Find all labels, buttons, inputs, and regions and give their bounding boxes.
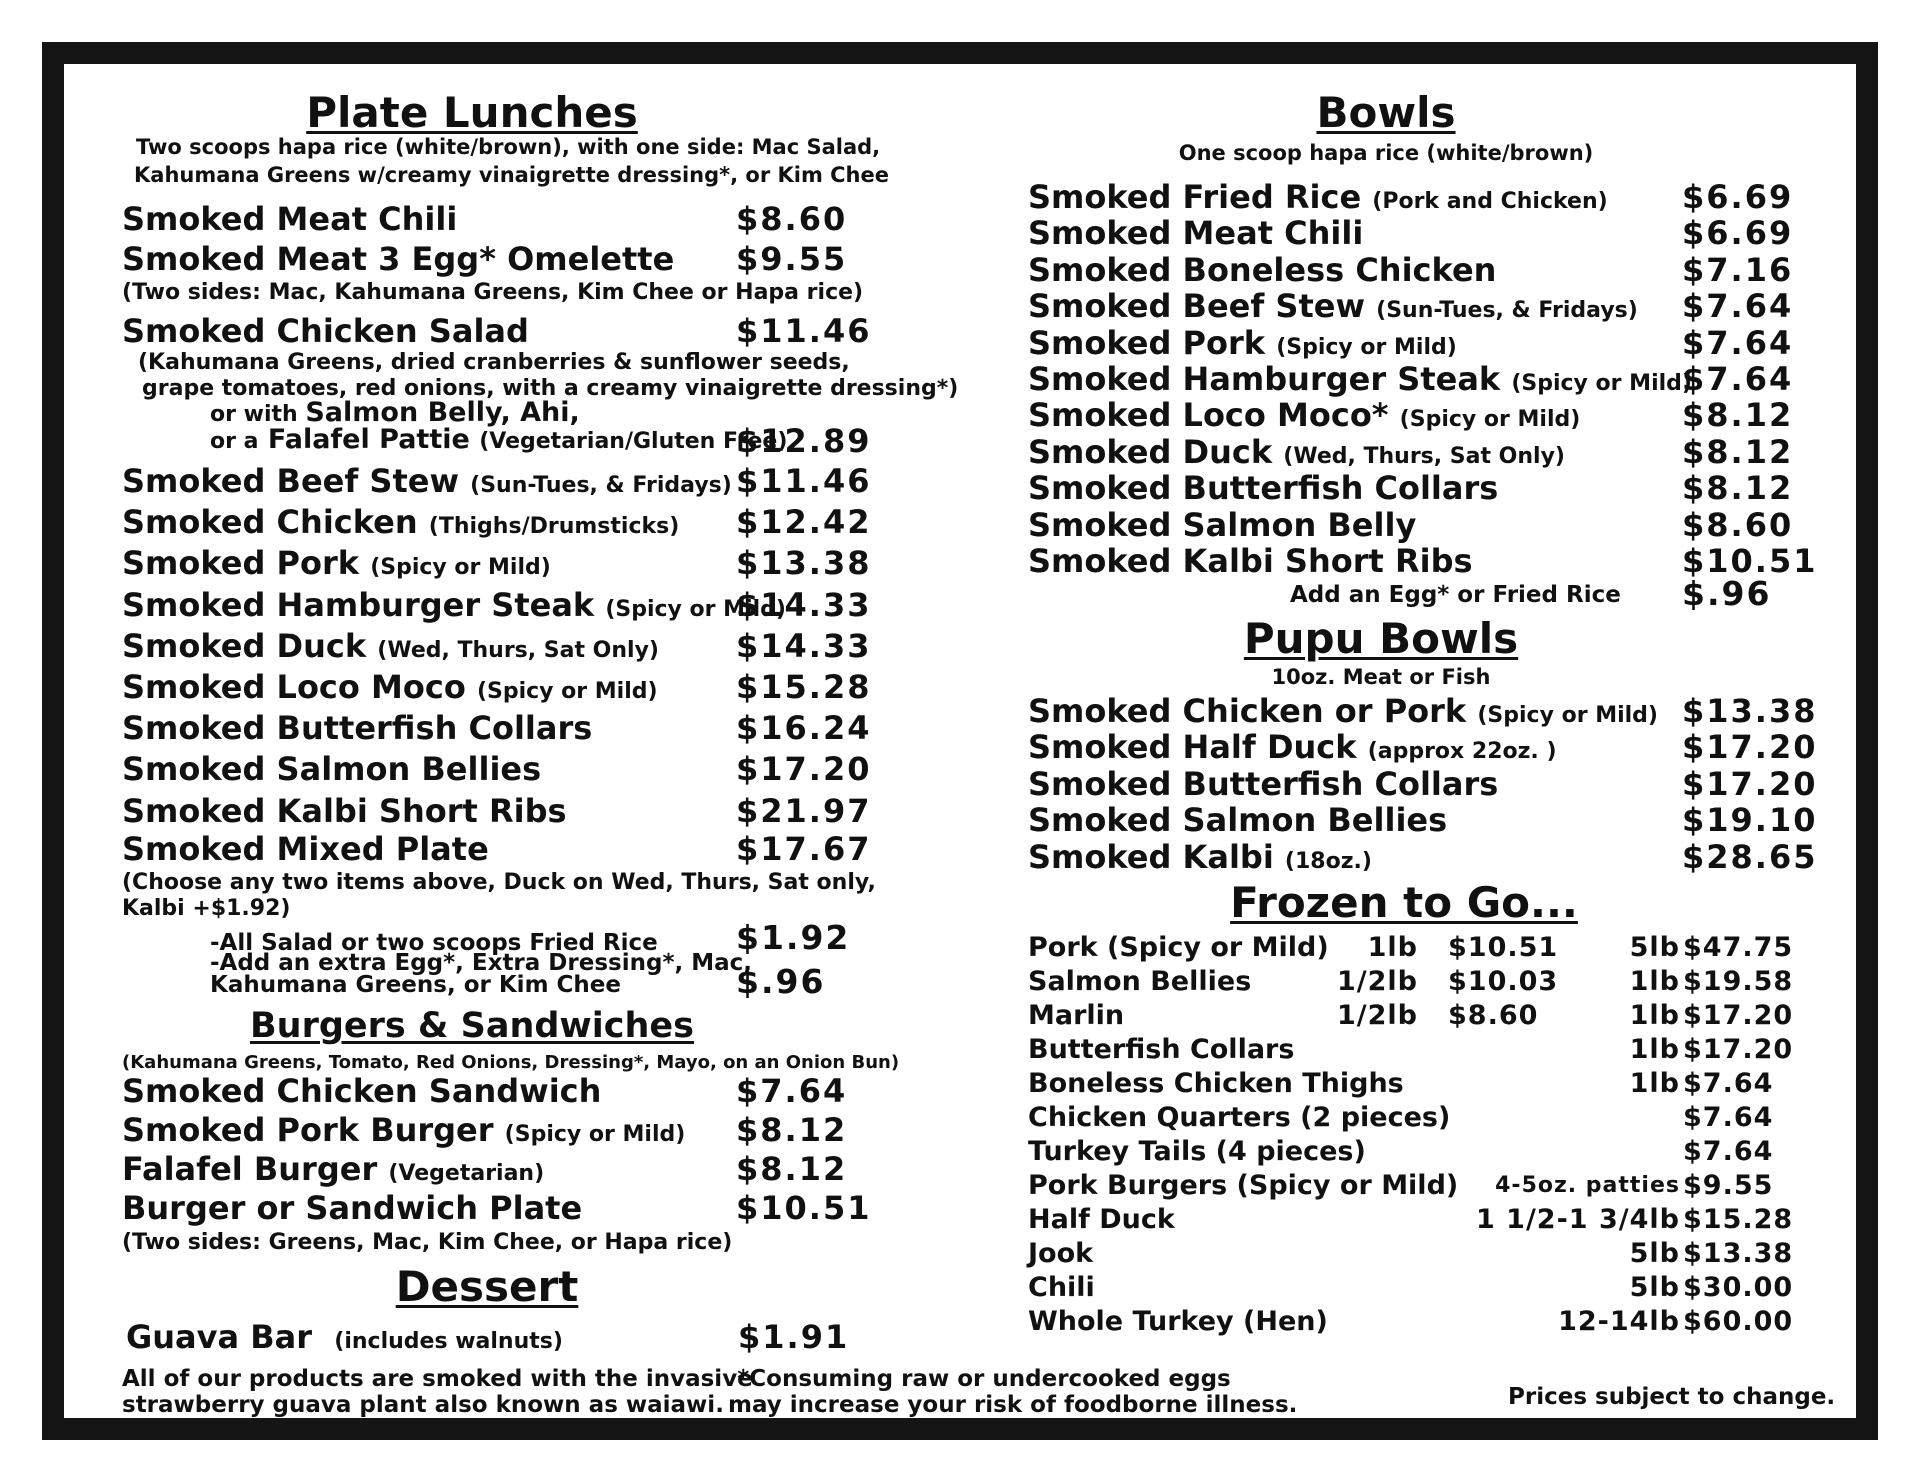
item-price: $17.20 [1683,1000,1794,1031]
item-price: $11.46 [736,462,872,500]
item-name [1028,178,1608,216]
item-note: (Wed, Thurs, Sat Only) [1283,443,1565,469]
left-column [122,0,959,1484]
item-name [1028,801,1447,839]
frozen-item [1028,932,1828,964]
item-price: $7.64 [1683,1136,1774,1167]
item-price: $17.20 [1682,764,1818,803]
item-price: $8.60 [1448,1000,1539,1031]
item-name: Smoked Mixed Plate [122,830,489,868]
item-price: $8.60 [1682,505,1794,544]
item-quantity: 12-14lb [1558,1306,1680,1337]
item-price: $15.28 [736,668,872,706]
item-price: $.96 [736,962,826,1001]
alt-prefix: or with [210,402,298,427]
item-price: $21.97 [736,792,872,830]
menu-item [122,1189,882,1227]
item-note: (Spicy or Mild) [1511,371,1692,396]
menu-item [122,586,882,624]
item-name: Boneless Chicken Thighs [1028,1068,1404,1099]
plate-lunches-subtitle-2: Kahumana Greens w/creamy vinaigrette dressing*, or Kim Chee [134,163,889,187]
menu-item [1028,728,1828,767]
item-note: (18oz.) [1284,848,1372,874]
item-name [1028,838,1372,876]
menu-item [122,1072,882,1110]
item-name: Marlin [1028,1000,1125,1031]
item-price: $17.20 [736,750,872,788]
menu-item [122,1150,882,1188]
item-price: $14.33 [736,586,872,624]
item-title: Smoked Fried Rice [1028,178,1362,216]
item-price: $.96 [1682,574,1772,613]
item-note: (Pork and Chicken) [1372,189,1608,214]
item-quantity: 1/2lb [1336,1000,1418,1031]
item-price: $8.12 [1682,432,1794,471]
bowls-title: Bowls [1316,88,1456,137]
item-price: $12.42 [736,503,872,541]
item-name: Falafel Burger (Vegetarian) [122,1150,545,1188]
item-price: $12.89 [736,422,872,460]
menu-item [122,544,882,582]
item-note: (approx 22oz. ) [1367,739,1557,765]
addon-text: -All Salad or two scoops Fried Rice [210,930,658,956]
item-price: $10.51 [1682,542,1818,580]
alt-name: Falafel Pattie [267,424,470,455]
item-title: Smoked Salmon Belly [1028,505,1417,544]
item-note: (Two sides: Greens, Mac, Kim Chee, or Hapa rice) [122,1230,733,1255]
item-name [1028,396,1580,434]
item-title: Smoked Butterfish Collars [1028,469,1499,508]
item-price: $10.51 [1448,932,1559,963]
item-name: Smoked Kalbi Short Ribs [122,792,567,830]
item-name: Chicken Quarters (2 pieces) [1028,1102,1451,1133]
menu-item [1028,542,1828,578]
item-note: Kalbi +$1.92) [122,896,291,921]
item-price: $60.00 [1683,1306,1794,1337]
item-title: Smoked Kalbi Short Ribs [1028,542,1473,580]
item-price: $1.91 [738,1318,850,1356]
item-price: $7.16 [1682,250,1794,289]
item-name: Half Duck [1028,1204,1175,1235]
item-name: Jook [1028,1238,1094,1269]
menu-item [1028,765,1828,801]
item-title: Smoked Duck [1028,432,1273,471]
item-price: $14.33 [736,627,872,665]
item-name: Smoked Meat Chili [122,200,458,238]
item-price: $8.12 [736,1150,848,1188]
item-note: (Spicy or Mild) [1399,407,1581,433]
menu-item [122,312,882,350]
item-title: Smoked Pork [1028,323,1266,362]
item-name: Smoked Pork (Spicy or Mild) [122,544,551,582]
menu-item [122,200,882,238]
item-note: (Choose any two items above, Duck on Wed, Thurs, Sat only, [122,870,876,895]
item-note: (Spicy or Mild) [1477,703,1658,728]
prices-note: Prices subject to change. [1508,1384,1836,1410]
item-title: Smoked Boneless Chicken [1028,250,1497,289]
frozen-item [1028,1238,1828,1270]
item-price: $16.24 [736,709,872,747]
item-price: $11.46 [736,312,872,350]
menu-item [1028,469,1828,508]
plate-lunches-subtitle-1: Two scoops hapa rice (white/brown), with one side: Mac Salad, [136,135,881,159]
egg-warning-2: may increase your risk of foodborne illness. [728,1392,1298,1418]
item-quantity: 1lb [1629,966,1680,997]
menu-item [122,1111,882,1149]
item-price: $6.69 [1682,214,1794,253]
menu-item [122,462,882,500]
item-quantity: 1lb [1367,932,1418,963]
item-price: $17.20 [1682,728,1818,767]
menu-item [122,750,882,788]
alt-prefix: or a [210,429,259,454]
smoked-note-2: strawberry guava plant also known as waiawi. [122,1392,724,1418]
item-price: $7.64 [1682,323,1794,362]
menu-item [122,503,882,541]
item-name [1028,214,1363,252]
item-name: Smoked Pork Burger (Spicy or Mild) [122,1111,686,1149]
item-price: $10.03 [1448,966,1559,997]
item-name: Turkey Tails (4 pieces) [1028,1136,1366,1167]
item-name [1028,728,1557,766]
menu-item [1028,251,1828,287]
item-name: Pork (Spicy or Mild) [1028,932,1329,963]
item-name: Burger or Sandwich Plate [122,1189,583,1227]
item-price: $13.38 [736,544,872,582]
item-price: $17.20 [1683,1034,1794,1065]
item-name [1028,433,1565,471]
item-price: $7.64 [736,1072,848,1110]
item-price: $6.69 [1682,178,1794,216]
item-name [1028,692,1658,730]
item-price: $7.64 [1682,287,1794,326]
item-name: Smoked Butterfish Collars [122,709,593,747]
menu-item [1028,396,1828,435]
item-name: Whole Turkey (Hen) [1028,1306,1328,1337]
item-price: $30.00 [1683,1272,1794,1303]
item-name: Smoked Duck (Wed, Thurs, Sat Only) [122,627,659,665]
item-name: Smoked Chicken (Thighs/Drumsticks) [122,503,680,541]
item-price: $10.51 [736,1189,872,1227]
item-name: Smoked Meat 3 Egg* Omelette [122,240,675,278]
menu-item [1028,178,1828,214]
pupu-subtitle: 10oz. Meat or Fish [1271,665,1491,689]
item-quantity: 1lb [1629,1000,1680,1031]
menu-item [122,792,882,830]
item-price: $9.55 [1683,1170,1774,1201]
item-price: $17.67 [736,830,872,868]
frozen-item [1028,966,1828,998]
item-name: Guava Bar (includes walnuts) [126,1318,563,1356]
menu-item [122,627,882,665]
alt-note: (Vegetarian/Gluten Free) [479,429,788,454]
item-price: $8.12 [1682,396,1794,435]
item-name: Smoked Chicken Salad [122,312,529,350]
item-quantity: 5lb [1629,932,1680,963]
addon-text: -Add an extra Egg*, Extra Dressing*, Mac, [210,950,752,976]
plate-lunches-title: Plate Lunches [306,88,638,137]
item-price: $19.10 [1682,801,1818,840]
menu-item [122,1318,882,1356]
menu-item [122,240,882,278]
item-price: $8.12 [1682,469,1794,508]
item-title: Smoked Salmon Bellies [1028,801,1448,840]
menu-item [1028,692,1828,728]
item-name: Smoked Hamburger Steak (Spicy or Mild) [122,586,786,624]
bowls-subtitle: One scoop hapa rice (white/brown) [1178,141,1594,165]
item-price: $19.58 [1683,966,1794,997]
item-quantity: 5lb [1629,1272,1680,1303]
item-title: Smoked Loco Moco* [1028,396,1389,435]
menu-item [122,709,882,747]
item-name: Smoked Beef Stew (Sun-Tues, & Fridays) [122,462,732,500]
item-title: Smoked Chicken or Pork [1028,692,1467,730]
item-title: Smoked Butterfish Collars [1028,764,1499,803]
item-price: $13.38 [1683,1238,1794,1269]
item-title: Smoked Half Duck [1028,728,1357,767]
smoked-note-1: All of our products are smoked with the invasive [122,1366,753,1392]
addon-text: Kahumana Greens, or Kim Chee [210,972,621,998]
menu-item [1028,287,1828,326]
alt-name: Salmon Belly, Ahi, [305,397,580,428]
frozen-item [1028,1000,1828,1032]
addon-text: Add an Egg* or Fried Rice [1290,582,1621,608]
item-note: (Kahumana Greens, dried cranberries & sunflower seeds, [138,350,850,375]
frozen-item [1028,1136,1828,1168]
item-name: Chili [1028,1272,1095,1303]
item-quantity: 1lb [1629,1034,1680,1065]
item-price: $13.38 [1682,692,1818,730]
item-price: $8.12 [736,1111,848,1149]
item-quantity: 1/2lb [1336,966,1418,997]
item-note: (Two sides: Mac, Kahumana Greens, Kim Chee or Hapa rice) [122,280,864,305]
dessert-title: Dessert [395,1262,579,1311]
item-price: $47.75 [1683,932,1794,963]
item-name: Salmon Bellies [1028,966,1252,997]
item-name [1028,251,1496,289]
item-name: Smoked Salmon Bellies [122,750,542,788]
item-note: (Sun-Tues, & Fridays) [1376,298,1638,324]
frozen-item [1028,1170,1828,1202]
pupu-title: Pupu Bowls [1243,614,1519,663]
menu-item [122,830,882,868]
item-quantity: 1 1/2-1 3/4lb [1475,1204,1680,1235]
item-name: Smoked Loco Moco (Spicy or Mild) [122,668,658,706]
item-name: Butterfish Collars [1028,1034,1295,1065]
menu-item [1028,433,1828,469]
item-quantity: 5lb [1629,1238,1680,1269]
item-note: grape tomatoes, red onions, with a creamy vinaigrette dressing*) [142,376,959,401]
item-name [1028,542,1473,580]
item-price: $9.55 [736,240,848,278]
menu-item [122,668,882,706]
item-price: $7.64 [1682,360,1794,398]
right-column [1028,0,1828,1484]
item-quantity: 1lb [1629,1068,1680,1099]
frozen-item [1028,1204,1828,1236]
item-title: Smoked Hamburger Steak [1028,360,1501,398]
item-quantity: 4-5oz. patties [1495,1173,1680,1198]
frozen-item [1028,1102,1828,1134]
frozen-item [1028,1272,1828,1304]
item-name: Smoked Chicken Sandwich [122,1072,602,1110]
menu-item [1028,214,1828,253]
item-price: $8.60 [736,200,848,238]
frozen-item [1028,1306,1828,1338]
egg-warning-1: *Consuming raw or undercooked eggs [737,1366,1231,1392]
item-price: $28.65 [1682,837,1818,876]
item-title: Smoked Kalbi [1028,837,1274,876]
burgers-title: Burgers & Sandwiches [250,1006,694,1046]
item-title: Smoked Beef Stew [1028,287,1366,326]
item-price: $15.28 [1683,1204,1794,1235]
menu-item [1028,506,1828,542]
item-price: $7.64 [1683,1068,1774,1099]
item-name [1028,469,1498,507]
menu-item [1028,360,1828,396]
item-title: Smoked Meat Chili [1028,214,1364,253]
alt-option-2 [210,424,787,455]
menu-item [122,424,882,462]
item-name: Pork Burgers (Spicy or Mild) [1028,1170,1459,1201]
frozen-item [1028,1034,1828,1066]
addon-price-row [122,962,882,1000]
menu-item [1028,838,1828,874]
item-price: $1.92 [736,918,851,957]
menu-item [1028,801,1828,840]
item-name [1028,287,1638,325]
item-name [1028,765,1498,803]
item-name [1028,324,1457,362]
item-name [1028,506,1416,544]
burgers-subtitle: (Kahumana Greens, Tomato, Red Onions, Dressing*, Mayo, on an Onion Bun) [122,1052,900,1073]
item-price: $7.64 [1683,1102,1774,1133]
item-name [1028,360,1692,398]
frozen-title: Frozen to Go... [1230,878,1578,927]
menu-item [1028,324,1828,360]
item-note: (Spicy or Mild) [1276,334,1457,360]
frozen-item [1028,1068,1828,1100]
